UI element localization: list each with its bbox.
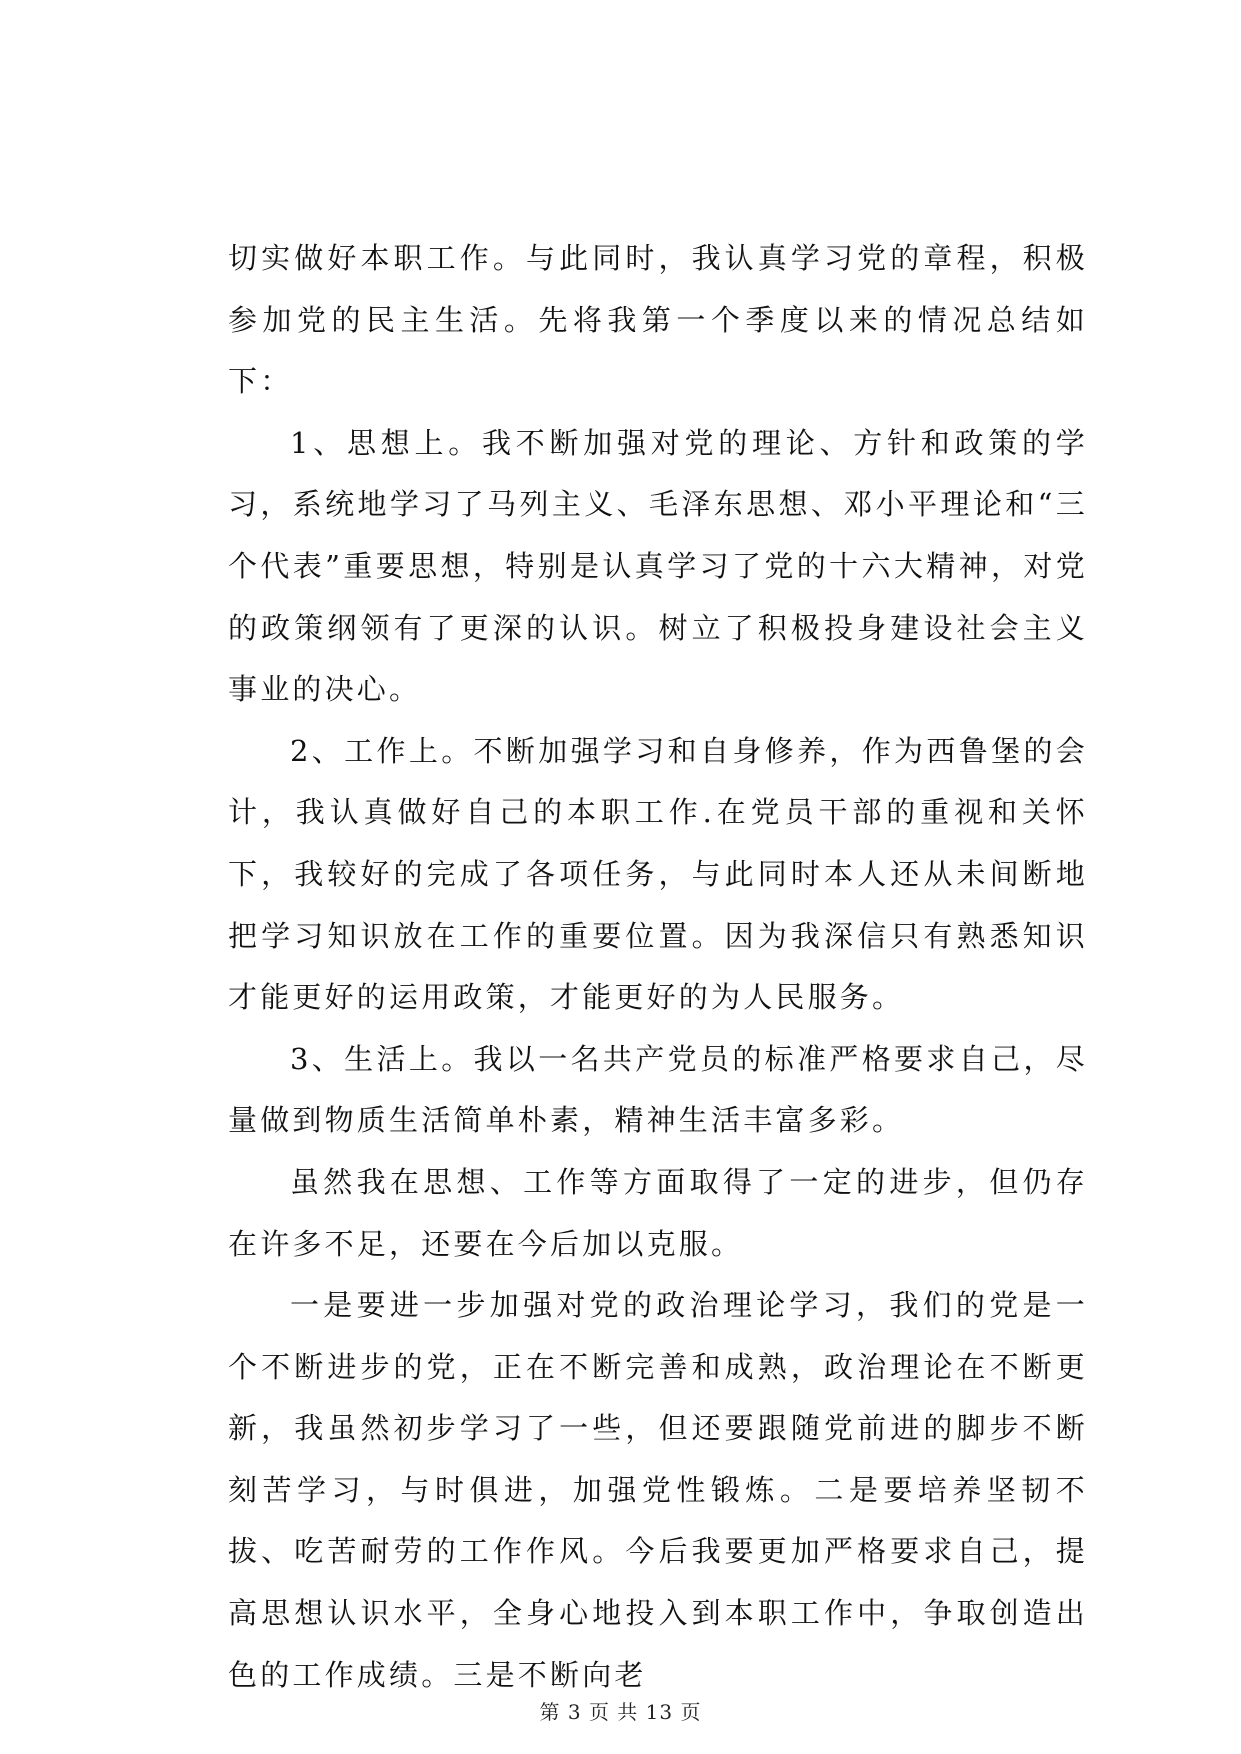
paragraph-work: 2、工作上。不断加强学习和自身修养，作为西鲁堡的会计，我认真做好自己的本职工作.在党员干部的重视和关怀下，我较好的完成了各项任务，与此同时本人还从未间断地把学习知识放在工作的重要位置。因为我深信只有熟悉知识才能更好的运用政策，才能更好的为人民服务。 [228,733,1088,1015]
paragraph-thought: 1、思想上。我不断加强对党的理论、方针和政策的学习，系统地学习了马列主义、毛泽东思想、邓小平理论和“三个代表”重要思想，特别是认真学习了党的十六大精神，对党的政策纲领有了更深的认识。树立了积极投身建设社会主义事业的决心。 [228,425,1088,707]
paragraph-improvements: 一是要进一步加强对党的政治理论学习，我们的党是一个不断进步的党，正在不断完善和成熟，政治理论在不断更新，我虽然初步学习了一些，但还要跟随党前进的脚步不断刻苦学习，与时俱进，加强党性锻炼。二是要培养坚韧不拔、吃苦耐劳的工作作风。今后我要更加严格要求自己，提高思想认识水平，全身心地投入到本职工作中，争取创造出色的工作成绩。三是不断向老 [228,1288,1088,1692]
document-body [228,228,1088,1706]
paragraph-intro: 切实做好本职工作。与此同时，我认真学习党的章程，积极参加党的民主生活。先将我第一个季度以来的情况总结如下： [228,241,1088,399]
paragraph-shortcomings: 虽然我在思想、工作等方面取得了一定的进步，但仍存在许多不足，还要在今后加以克服。 [228,1164,1088,1261]
page-number-footer: 第 3 页 共 13 页 [539,1700,702,1724]
paragraph-life: 3、生活上。我以一名共产党员的标准严格要求自己，尽量做到物质生活简单朴素，精神生活丰富多彩。 [228,1041,1088,1138]
